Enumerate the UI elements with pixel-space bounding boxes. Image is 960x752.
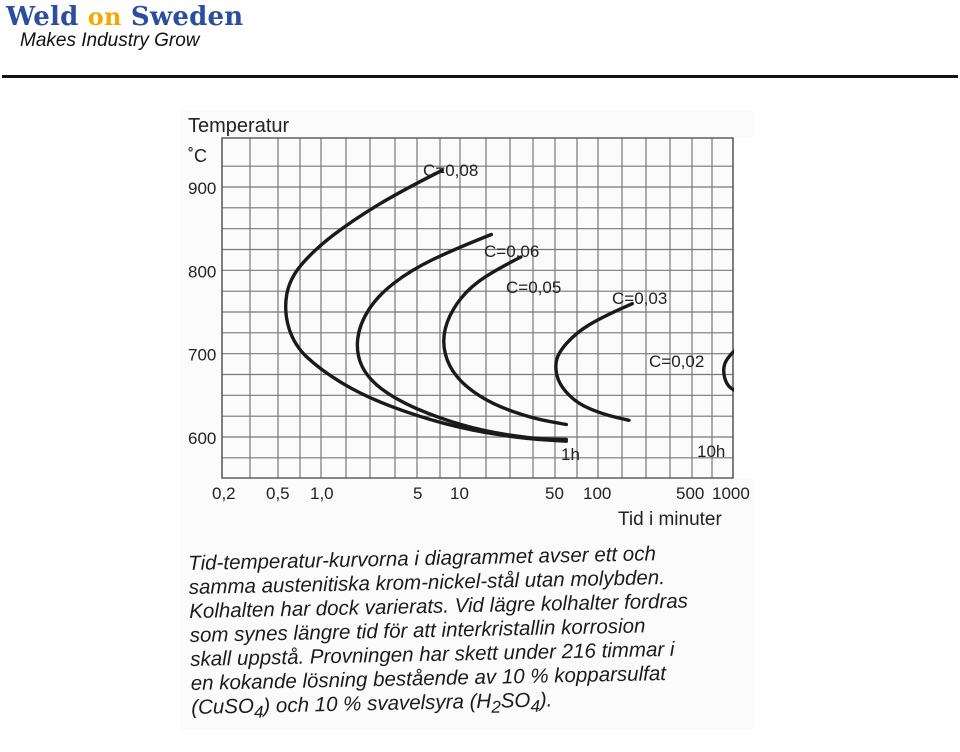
x-tick-label: 10: [450, 484, 469, 503]
chart-curves: [286, 138, 774, 478]
y-axis-unit: ˚C: [188, 146, 207, 166]
slogan: Makes Industry Grow: [20, 30, 200, 51]
series-label: C=0,05: [506, 278, 562, 297]
x-tick-label: 100: [583, 484, 612, 503]
logo-word-on: on: [87, 2, 122, 31]
x-tick-label: 50: [545, 484, 564, 503]
caption-line: samma austenitiska krom-nickel-stål utan molybden.: [188, 566, 666, 599]
caption-sub: 4: [530, 696, 541, 716]
caption-line: Tid-temperatur-kurvorna i diagrammet avser ett och: [188, 542, 657, 575]
series-curve-1: [357, 235, 566, 440]
annotation-label: 1h: [561, 445, 580, 464]
series-label: C=0,06: [484, 242, 540, 261]
annotation-label: 10h: [697, 442, 726, 461]
caption-sub: 4: [253, 702, 264, 722]
caption-text: (CuSO: [191, 694, 255, 719]
x-tick-label: 1000: [712, 484, 750, 503]
chart-grid: [222, 138, 733, 478]
caption-line: en kokande lösning bestående av 10 % kopparsulfat: [190, 662, 667, 695]
x-tick-label: 0,2: [212, 484, 236, 503]
chart-caption: [188, 540, 752, 726]
x-tick-label: 500: [676, 484, 705, 503]
x-tick-label: 1,0: [310, 484, 334, 503]
y-tick-label: 800: [188, 262, 217, 282]
right-edge-mask: [734, 138, 774, 478]
y-axis-title: Temperatur: [188, 115, 290, 137]
caption-text: ) och 10 % svavelsyra (H: [263, 689, 492, 718]
caption-line: skall uppstå. Provningen har skett under 216 timmar i: [190, 637, 675, 671]
caption-line: Kolhalten har dock varierats. Vid lägre kolhalter fordras: [189, 589, 689, 623]
logo-word-sweden: Sweden: [130, 2, 244, 32]
x-tick-label: 5: [413, 484, 423, 503]
plot-frame: [222, 138, 733, 478]
x-tick-label: 0,5: [266, 484, 290, 503]
chart-labels: [188, 115, 750, 530]
y-tick-label: 700: [188, 345, 217, 365]
caption-line: som synes längre tid för att interkristallin korrosion: [189, 614, 646, 647]
series-label: C=0,03: [612, 289, 668, 308]
series-curve-3: [556, 304, 632, 421]
series-label: C=0,08: [423, 161, 479, 180]
caption-text: ).: [539, 688, 553, 712]
caption-text: SO: [500, 688, 531, 713]
x-axis-title: Tid i minuter: [618, 509, 722, 530]
series-curve-0: [286, 170, 567, 441]
caption-sub: 2: [491, 697, 502, 717]
y-tick-label: 600: [188, 429, 217, 448]
y-tick-label: 900: [188, 179, 217, 198]
series-label: C=0,02: [649, 352, 705, 371]
logo-word-weld: Weld: [6, 2, 79, 32]
